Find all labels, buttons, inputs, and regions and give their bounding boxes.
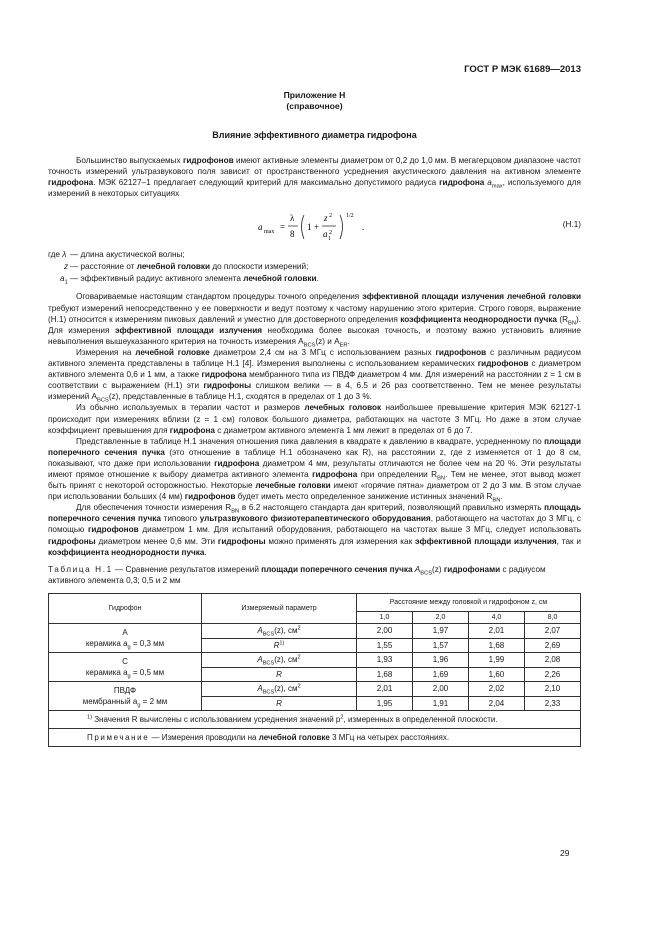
table-footnote: $^{1)}$ Значения R вычислены с использованием усреднения значений $p^2$, измеренных в определенной плоскости. xyxy=(49,711,581,729)
value-cell: 2,07 xyxy=(524,624,580,639)
formula-z-exp: 2 xyxy=(329,213,332,220)
paragraph-2: Оговариваемые настоящим стандартом процедуры точного определения эффективной площади излучения лечебной головки требуют измерений непосредственно у ее поверхности и ведут поэтому к частому нарушению этого критерия. Строго говоря, выражение (Н.1) относится к измерениям пиковых давлений и уместно для достоверного определения коэффициента неоднородности пучка $(R_{BN})$. Для измерения эффективной площади излучения необходима более высокая точность, и поэтому важно установить влияние невыполнения вышеуказанного критерия на точность измерения $A_{BCS}(z)$ и $A_{ER}$. xyxy=(48,292,582,349)
formula-h1 xyxy=(48,205,581,243)
param-cell: R xyxy=(202,697,357,711)
value-cell: 2,26 xyxy=(524,668,580,682)
value-cell: 1,95 xyxy=(357,697,413,711)
formula-eq: = xyxy=(280,222,286,233)
value-cell: 2,69 xyxy=(524,639,580,653)
table-row xyxy=(49,624,581,639)
value-cell: 1,68 xyxy=(468,639,524,653)
value-cell: 1,99 xyxy=(468,653,524,668)
param-cell: R xyxy=(202,668,357,682)
definition-item: $a_1$ — эффективный радиус активного элемента лечебной головки. xyxy=(60,274,319,287)
value-cell: 1,57 xyxy=(412,639,468,653)
table-note-row xyxy=(49,729,581,747)
value-cell: 2,00 xyxy=(412,682,468,697)
value-cell: 2,04 xyxy=(468,697,524,711)
value-cell: 2,08 xyxy=(524,653,580,668)
col-header-distance: Расстояние между головкой и гидрофоном z, см xyxy=(357,593,581,611)
formula-plus: + xyxy=(314,222,320,233)
formula-lhs-sub: max xyxy=(264,229,275,236)
hydrophone-cell: С керамика $a_g = 0,5$ мм xyxy=(49,653,202,682)
definition-item: z — расстояние от лечебной головки до плоскости измерений; xyxy=(64,262,309,272)
hydrophone-cell: ПВДФ мембранный $a_g = 2$ мм xyxy=(49,682,202,711)
paragraph-5: Представленные в таблице Н.1 значения отношения пика давления в квадрате к давлению в квадрате, усредненному по площади поперечного сечения пучка (это отношение в таблице Н.1 обозначено как R), на расстоянии z, где z изменяется от 1 до 8 см, показывают, что даже при использовании гидрофона диаметром 4 мм, результаты отличаются не более чем на 20 %. Эти результаты имеют прямое отношение к выбору диаметра активного элемента гидрофона при определении $R_{BN}$. Тем не менее, этот вывод может быть принят с некоторой осторожностью. Некоторые лечебные головки имеют «горячие пятна» диаметром от 2 до 3 мм. В этом случае при использовании больших (4 мм) гидрофонов будет иметь место определенное занижение истинных значений $R_{BN}$. xyxy=(48,436,582,504)
paragraph-4: Из обычно используемых в терапии частот и размеров лечебных головок наибольшее превышение критерия МЭК 62127-1 происходит при измерениях вблизи (z = 1 см) головок большого диаметра, работающих на частоте 3 МГц. Но даже в этом случае коэффициент превышения для гидрофона с диаметром активного элемента 1 мм лежит в пределах от 6 до 7. xyxy=(48,403,581,435)
table-note: Примечание — Измерения проводили на лечебной головке 3 МГц на четырех расстояниях. xyxy=(49,729,581,747)
appendix-heading xyxy=(48,90,581,112)
col-header-distance-value: 1,0 xyxy=(357,611,413,623)
col-header-distance-value: 4,0 xyxy=(468,611,524,623)
definitions-list xyxy=(48,249,581,285)
table-row xyxy=(49,682,581,697)
value-cell: 1,96 xyxy=(412,653,468,668)
formula-exponent: 1/2 xyxy=(346,213,354,220)
formula-a1-sub: 1 xyxy=(328,236,331,243)
value-cell: 2,00 xyxy=(357,624,413,639)
col-header-distance-value: 8,0 xyxy=(524,611,580,623)
value-cell: 1,93 xyxy=(357,653,413,668)
paragraph-1: Большинство выпускаемых гидрофонов имеют активные элементы диаметром от 0,2 до 1,0 мм. В мегагерцовом диапазоне частот точность измерений ультразвукового поля зависит от пространственного усреднения акустического давления на активном элементе гидрофона. МЭК 62127–1 предлагает следующий критерий для максимально допустимого радиуса гидрофона $a_{max}$, используемого для измерений в некоторых ситуациях xyxy=(48,156,581,199)
value-cell: 2,01 xyxy=(468,624,524,639)
formula-lhs: a xyxy=(258,222,263,233)
paragraph-6: Для обеспечения точности измерения $R_{BN}$ в 6.2 настоящего стандарта дан критерий, позволяющий правильно измерять площадь поперечного сечения пучка типового ультразвукового физиотерапевтического оборудования, работающего на частотах до 3 МГц, с помощью гидрофонов диаметром 1 мм. Для испытаний оборудования, работающего на частотах выше 3 МГц, следует использовать гидрофоны диаметром менее 0,6 мм. Эти гидрофоны можно применять для измерения как эффективной площади излучения, так и коэффициента неоднородности пучка. xyxy=(48,503,582,557)
col-header-hydrophone: Гидрофон xyxy=(49,593,202,623)
value-cell: 2,02 xyxy=(468,682,524,697)
appendix-subtitle: (справочное) xyxy=(286,101,343,111)
formula-expression xyxy=(258,209,408,245)
col-header-param: Измеряемый параметр xyxy=(202,593,357,623)
formula-dot: . xyxy=(362,222,365,233)
comparison-table xyxy=(48,593,581,747)
value-cell: 1,68 xyxy=(357,668,413,682)
table-caption: Таблица Н.1 — Сравнение результатов измерений площади поперечного сечения пучка $A_{BCS}(z)$ гидрофонами с радиусом активного элемента 0,3; 0,5 и 2 мм xyxy=(48,564,546,585)
formula-lambda: λ xyxy=(290,213,295,224)
param-cell: $A_{BCS}(z)$, $см^2$ xyxy=(202,624,357,639)
value-cell: 2,33 xyxy=(524,697,580,711)
formula-number: (Н.1) xyxy=(562,220,581,230)
formula-a1-exp: 2 xyxy=(329,230,332,237)
table-row xyxy=(49,653,581,668)
value-cell: 1,91 xyxy=(412,697,468,711)
formula-one: 1 xyxy=(307,222,312,233)
table-footnote-row xyxy=(49,711,581,729)
col-header-distance-value: 2,0 xyxy=(412,611,468,623)
value-cell: 1,60 xyxy=(468,668,524,682)
value-cell: 1,69 xyxy=(412,668,468,682)
formula-den: 8 xyxy=(290,229,295,240)
formula-a1: a xyxy=(323,229,328,240)
definition-item: где λ — длина акустической волны; xyxy=(48,250,185,260)
param-cell: $A_{BCS}(z)$, $см^2$ xyxy=(202,682,357,697)
value-cell: 1,55 xyxy=(357,639,413,653)
hydrophone-cell: А керамика $a_g = 0,3$ мм xyxy=(49,624,202,653)
value-cell: 1,97 xyxy=(412,624,468,639)
value-cell: 2,01 xyxy=(357,682,413,697)
param-cell: $A_{BCS}(z)$, $см^2$ xyxy=(202,653,357,668)
formula-z: z xyxy=(324,213,328,224)
section-title: Влияние эффективного диаметра гидрофона xyxy=(212,130,417,140)
appendix-title: Приложение Н xyxy=(283,90,346,100)
page-number: 29 xyxy=(560,848,570,858)
param-cell: $R^{1)}$ xyxy=(202,639,357,653)
value-cell: 2,10 xyxy=(524,682,580,697)
document-header: ГОСТ Р МЭК 61689—2013 xyxy=(464,64,581,75)
paragraph-3: Измерения на лечебной головке диаметром 2,4 см на 3 МГц с использованием разных гидрофонов с различным радиусом активного элемента представлены в таблице Н.1 [4]. Измерения выполнены с использованием керамических гидрофонов с диаметром активного элемента 0,6 и 1 мм, а также гидрофона мембранного типа из ПВДФ диаметром 4 мм. Для измерений на расстоянии z = 1 см в соответствии с выражением (Н.1) эти гидрофоны слишком велики — в 4, 6.5 и 26 раз соответственно. Тем не менее результаты измерений $A_{BCS}(z)$, представленные в таблице Н.1, сходятся в пределах от 1 до 3 %. xyxy=(48,347,581,404)
